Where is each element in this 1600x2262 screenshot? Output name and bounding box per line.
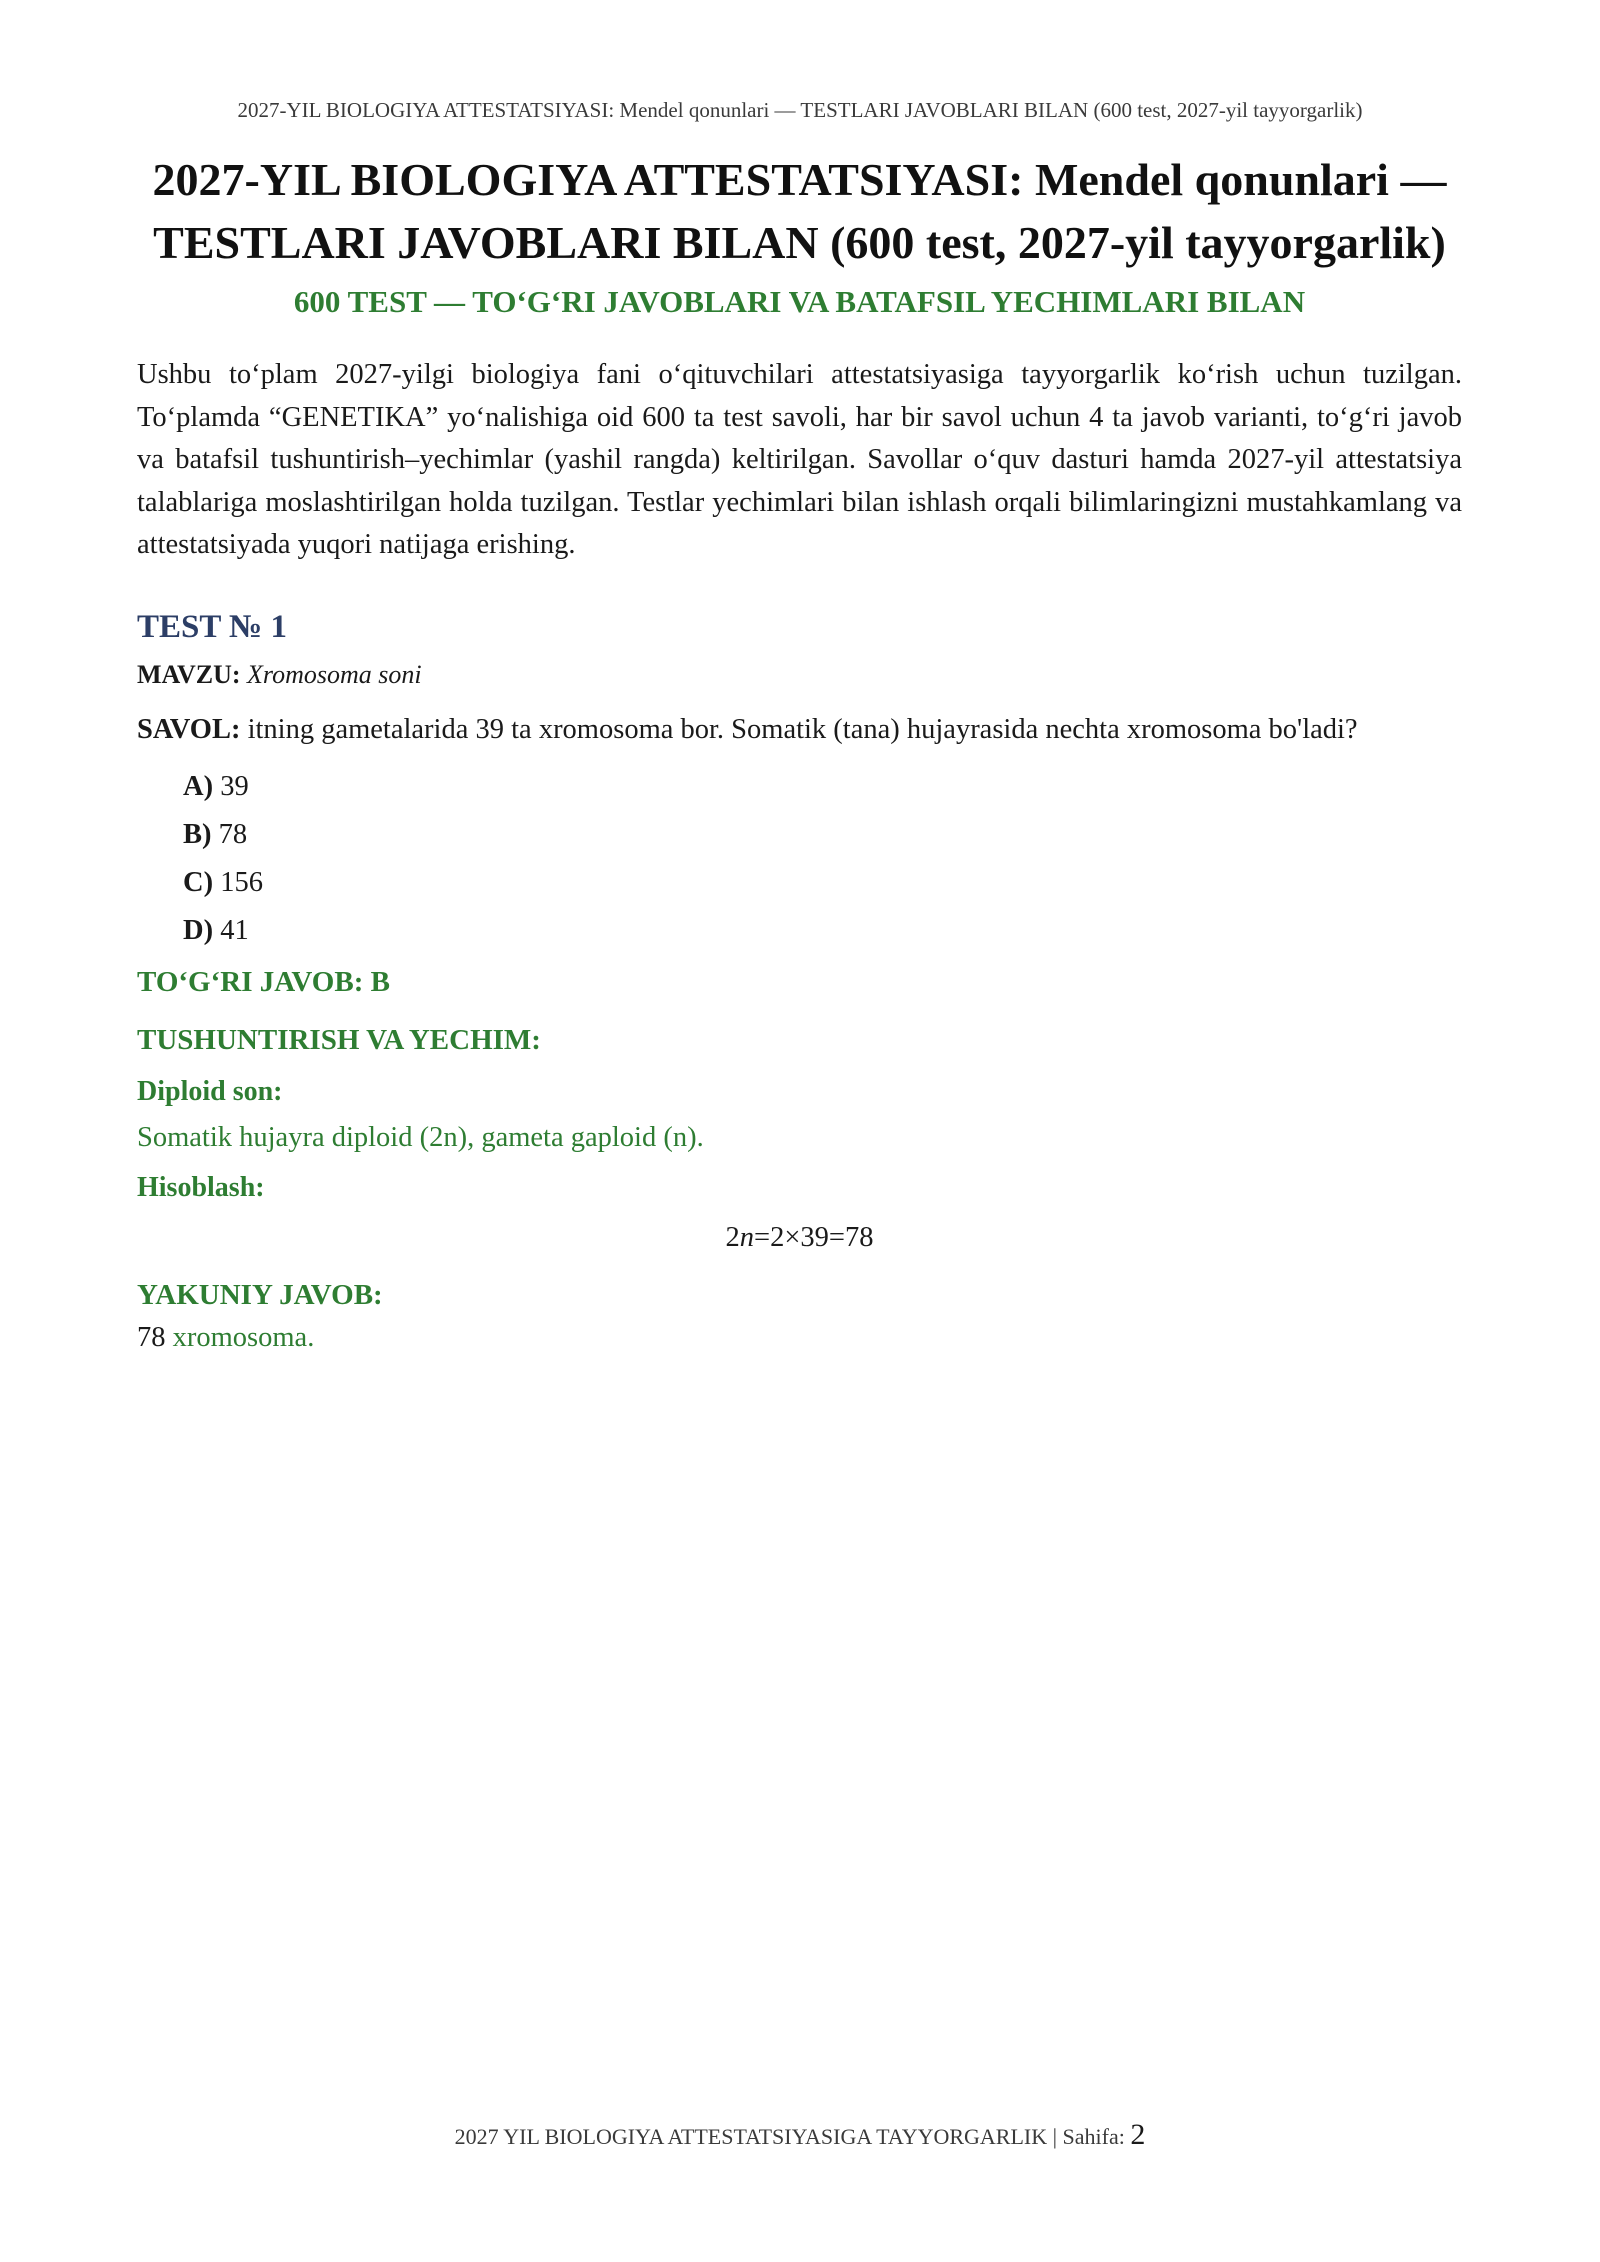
calculation-heading: Hisoblash: bbox=[137, 1171, 265, 1203]
formula-variable: n bbox=[739, 1221, 754, 1253]
explanation-heading: TUSHUNTIRISH VA YECHIM: bbox=[137, 1023, 541, 1056]
question-text: itning gametalarida 39 ta xromosoma bor. Somatik (tana) hujayrasida nechta xromosoma bo'ladi? bbox=[247, 713, 1358, 745]
option-text: 41 bbox=[220, 914, 249, 946]
option-text: 78 bbox=[218, 818, 248, 850]
option-c bbox=[183, 859, 1462, 907]
formula-coefficient: 2 bbox=[725, 1221, 740, 1253]
option-letter: B) bbox=[183, 818, 212, 850]
option-text: 156 bbox=[220, 866, 263, 898]
final-answer-heading: YAKUNIY JAVOB: bbox=[137, 1278, 383, 1311]
option-a bbox=[183, 763, 1462, 811]
test-topic bbox=[137, 657, 1462, 693]
topic-label: MAVZU: bbox=[137, 659, 241, 689]
option-letter: D) bbox=[183, 914, 214, 946]
answer-options bbox=[183, 763, 1462, 955]
final-answer-value: 78 bbox=[137, 1321, 166, 1353]
page-number: 2 bbox=[1130, 2118, 1146, 2151]
diploid-heading: Diploid son: bbox=[137, 1075, 283, 1107]
option-letter: A) bbox=[183, 770, 214, 802]
document-title: 2027-YIL BIOLOGIYA ATTESTATSIYASI: Mendel qonunlari — TESTLARI JAVOBLARI BILAN (600 test, 2027-yil tayyorgarlik) bbox=[152, 154, 1447, 268]
footer-separator: | bbox=[1052, 2124, 1058, 2149]
test-heading: TEST № 1 bbox=[137, 608, 287, 645]
formula-expression: =2×39=78 bbox=[754, 1221, 874, 1253]
final-answer bbox=[137, 1317, 1462, 1359]
diploid-text: Somatik hujayra diploid (2n), gameta gaploid (n). bbox=[137, 1121, 704, 1153]
footer-text: 2027 YIL BIOLOGIYA ATTESTATSIYASIGA TAYYORGARLIK bbox=[454, 2124, 1048, 2149]
test-block bbox=[137, 605, 1462, 1359]
page-content bbox=[137, 148, 1462, 1359]
option-text: 39 bbox=[220, 770, 249, 802]
option-b bbox=[183, 811, 1462, 859]
topic-value: Xromosoma soni bbox=[247, 659, 422, 689]
running-header: 2027-YIL BIOLOGIYA ATTESTATSIYASI: Mendel qonunlari — TESTLARI JAVOBLARI BILAN (600 test, 2027-yil tayyorgarlik) bbox=[237, 98, 1363, 122]
document-subtitle: 600 TEST — TO‘G‘RI JAVOBLARI VA BATAFSIL YECHIMLARI BILAN bbox=[293, 284, 1306, 319]
calculation-formula bbox=[137, 1217, 1462, 1259]
option-d bbox=[183, 907, 1462, 955]
correct-answer: TO‘G‘RI JAVOB: B bbox=[137, 965, 390, 998]
option-letter: C) bbox=[183, 866, 214, 898]
intro-paragraph: Ushbu to‘plam 2027-yilgi biologiya fani o‘qituvchilari attestatsiyasiga tayyorgarlik ko‘rish uchun tuzilgan. To‘plamda “GENETIKA” yo‘nalishiga oid 600 ta test savoli, har bir savol uchun 4 ta javob varianti, to‘g‘ri javob va batafsil tushuntirish–yechimlar (yashil rangda) keltirilgan. Savollar o‘quv dasturi hamda 2027-yil attestatsiya talablariga moslashtirilgan holda tuzilgan. Testlar yechimlari bilan ishlash orqali bilimlaringizni mustahkamlang va attestatsiyada yuqori natijaga erishing. bbox=[137, 359, 1462, 560]
page-label: Sahifa: bbox=[1062, 2124, 1125, 2149]
test-question bbox=[137, 709, 1462, 751]
final-answer-unit: xromosoma. bbox=[172, 1321, 315, 1353]
question-label: SAVOL: bbox=[137, 713, 241, 745]
page-footer bbox=[0, 2118, 1600, 2152]
